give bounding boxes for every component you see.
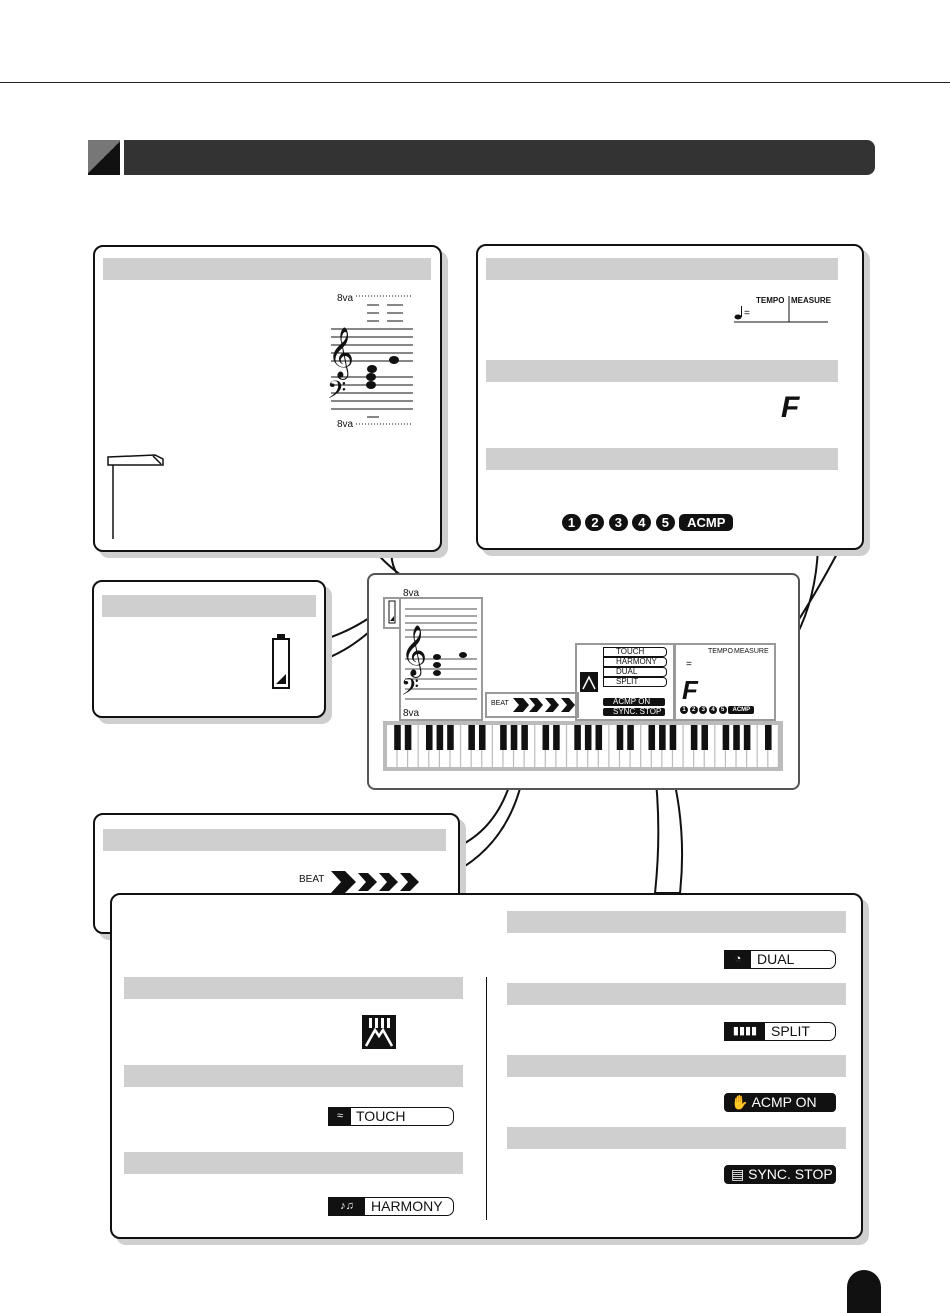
notation-panel — [93, 245, 442, 552]
lcd-dual-indicator — [603, 667, 667, 677]
lcd-track-1-icon: 1 — [680, 706, 688, 714]
acmp-badge: ACMP — [679, 514, 733, 531]
black-key — [733, 725, 740, 750]
battery-panel — [92, 580, 326, 718]
black-key — [405, 725, 412, 750]
black-key — [394, 725, 401, 750]
black-key — [648, 725, 655, 750]
note-tab-icon — [105, 447, 165, 542]
acmp-on-label: ACMP ON — [751, 1094, 817, 1110]
lcd-treble-clef-icon: 𝄞 — [401, 625, 428, 676]
battery-panel-header — [102, 595, 316, 617]
lcd-track-2-icon: 2 — [690, 706, 698, 714]
black-key — [744, 725, 751, 750]
sync-stop-header — [507, 1127, 846, 1149]
black-key — [447, 725, 454, 750]
both-hands-icon — [361, 1014, 397, 1050]
lcd-tempo-equals: = — [686, 659, 692, 670]
sync-stop-text — [731, 1166, 833, 1183]
split-text: SPLIT — [771, 1023, 810, 1039]
track-buttons — [562, 514, 733, 532]
split-icon: ▮▮▮▮ — [725, 1023, 765, 1040]
lcd-staff — [401, 599, 481, 719]
tempo-measure-readout — [728, 292, 838, 328]
tempo-equals: = — [744, 308, 750, 319]
lcd-split-indicator — [603, 677, 667, 687]
lcd-tempo-label: TEMPO — [708, 648, 733, 655]
lcd-keyboard — [383, 721, 783, 771]
quarter-note-icon — [735, 315, 742, 320]
lcd-sync-stop-indicator — [603, 708, 665, 716]
dual-text: DUAL — [757, 951, 795, 967]
acmp-on-indicator — [724, 1093, 836, 1112]
lcd-track-3-icon: 3 — [699, 706, 707, 714]
lcd-touch-text: TOUCH — [616, 647, 645, 656]
black-key — [468, 725, 475, 750]
hand-icon: ✋ — [731, 1094, 749, 1110]
touch-header — [124, 1065, 463, 1087]
indicator-divider — [486, 977, 487, 1220]
lcd-bass-clef-icon: 𝄢 — [401, 673, 420, 706]
page-tab — [847, 1270, 881, 1313]
track-5-icon: 5 — [656, 514, 675, 531]
segment-char: F — [781, 391, 800, 424]
tempo-label: TEMPO — [756, 296, 785, 305]
black-key — [500, 725, 507, 750]
track-3-icon: 3 — [609, 514, 628, 531]
harmony-icon: ♪♫ — [329, 1198, 365, 1215]
beat-label: BEAT — [299, 874, 325, 885]
staff-8va-bottom-label: 8va — [337, 419, 354, 427]
lcd-beat-arrows-icon — [513, 696, 577, 714]
lcd-sync-stop-text: SYNC. STOP — [613, 707, 662, 716]
notation-panel-header — [103, 258, 431, 280]
black-key — [659, 725, 666, 750]
black-key — [701, 725, 708, 750]
battery-icon — [272, 634, 292, 690]
black-key — [553, 725, 560, 750]
black-key — [574, 725, 581, 750]
black-key — [511, 725, 518, 750]
lcd-hands-icon — [579, 671, 599, 693]
black-key — [596, 725, 603, 750]
harmony-text: HARMONY — [371, 1198, 443, 1214]
black-key — [479, 725, 486, 750]
track-4-icon: 4 — [632, 514, 651, 531]
lcd-measure-label: MEASURE — [734, 648, 769, 655]
harmony-header — [124, 1152, 463, 1174]
lcd-dual-text: DUAL — [616, 667, 638, 676]
lcd-acmp-on-text: ACMP ON — [613, 697, 651, 706]
lcd-split-text: SPLIT — [616, 677, 639, 686]
hands-header — [124, 977, 463, 999]
lcd-tempo-frame — [674, 643, 776, 721]
black-key — [691, 725, 698, 750]
black-key — [617, 725, 624, 750]
sync-stop-label: SYNC. STOP — [748, 1166, 833, 1182]
lcd-beat-label: BEAT — [491, 700, 509, 707]
tempo-panel — [476, 244, 864, 550]
lcd-track-row — [680, 706, 754, 714]
treble-clef-icon: 𝄞 — [328, 327, 355, 378]
lcd-touch-indicator — [603, 647, 667, 657]
lcd-8va-bottom: 8va — [403, 708, 420, 719]
lcd-beat-frame — [485, 692, 579, 718]
staff-8va-top-label: 8va — [337, 293, 354, 304]
notation-staff — [323, 287, 433, 427]
dual-indicator — [724, 950, 836, 969]
dual-header — [507, 911, 846, 933]
harmony-indicator — [328, 1197, 454, 1216]
beat-panel-header — [103, 829, 446, 851]
touch-text: TOUCH — [356, 1108, 406, 1124]
touch-icon: ≈ — [329, 1108, 351, 1125]
tempo-panel-header — [486, 258, 838, 280]
black-key — [521, 725, 528, 750]
black-key — [670, 725, 677, 750]
lcd-harmony-text: HARMONY — [616, 657, 657, 666]
segment-panel-header — [486, 360, 838, 382]
lcd-segment-char: F — [682, 675, 698, 705]
black-key — [627, 725, 634, 750]
split-header — [507, 983, 846, 1005]
black-key — [765, 725, 772, 750]
black-key — [437, 725, 444, 750]
black-key — [426, 725, 433, 750]
sync-stop-indicator — [724, 1165, 836, 1184]
lcd-acmp-on-indicator — [603, 698, 665, 706]
black-key — [543, 725, 550, 750]
acmp-on-text — [731, 1094, 817, 1111]
sync-stop-icon: ▤ — [731, 1166, 745, 1182]
dual-icon: ◔ — [725, 951, 751, 968]
acmp-on-header — [507, 1055, 846, 1077]
track-2-icon: 2 — [585, 514, 604, 531]
lcd-acmp-badge: ACMP — [728, 706, 754, 714]
lcd-indicator-frame — [575, 643, 675, 721]
track-1-icon: 1 — [562, 514, 581, 531]
lcd-harmony-indicator — [603, 657, 667, 667]
lcd-track-4-icon: 4 — [709, 706, 717, 714]
lcd-8va-top: 8va — [403, 588, 420, 599]
measure-label: MEASURE — [791, 296, 832, 305]
black-key — [723, 725, 730, 750]
beat-arrows-icon — [331, 869, 426, 895]
track-panel-header — [486, 448, 838, 470]
lcd-display — [367, 573, 800, 790]
lcd-track-5-icon: 5 — [719, 706, 727, 714]
split-indicator — [724, 1022, 836, 1041]
touch-indicator — [328, 1107, 454, 1126]
indicator-panel — [110, 893, 863, 1239]
black-key — [585, 725, 592, 750]
bass-clef-icon: 𝄢 — [327, 376, 347, 411]
lcd-battery-icon — [385, 599, 399, 627]
lcd-staff-frame — [399, 597, 483, 721]
